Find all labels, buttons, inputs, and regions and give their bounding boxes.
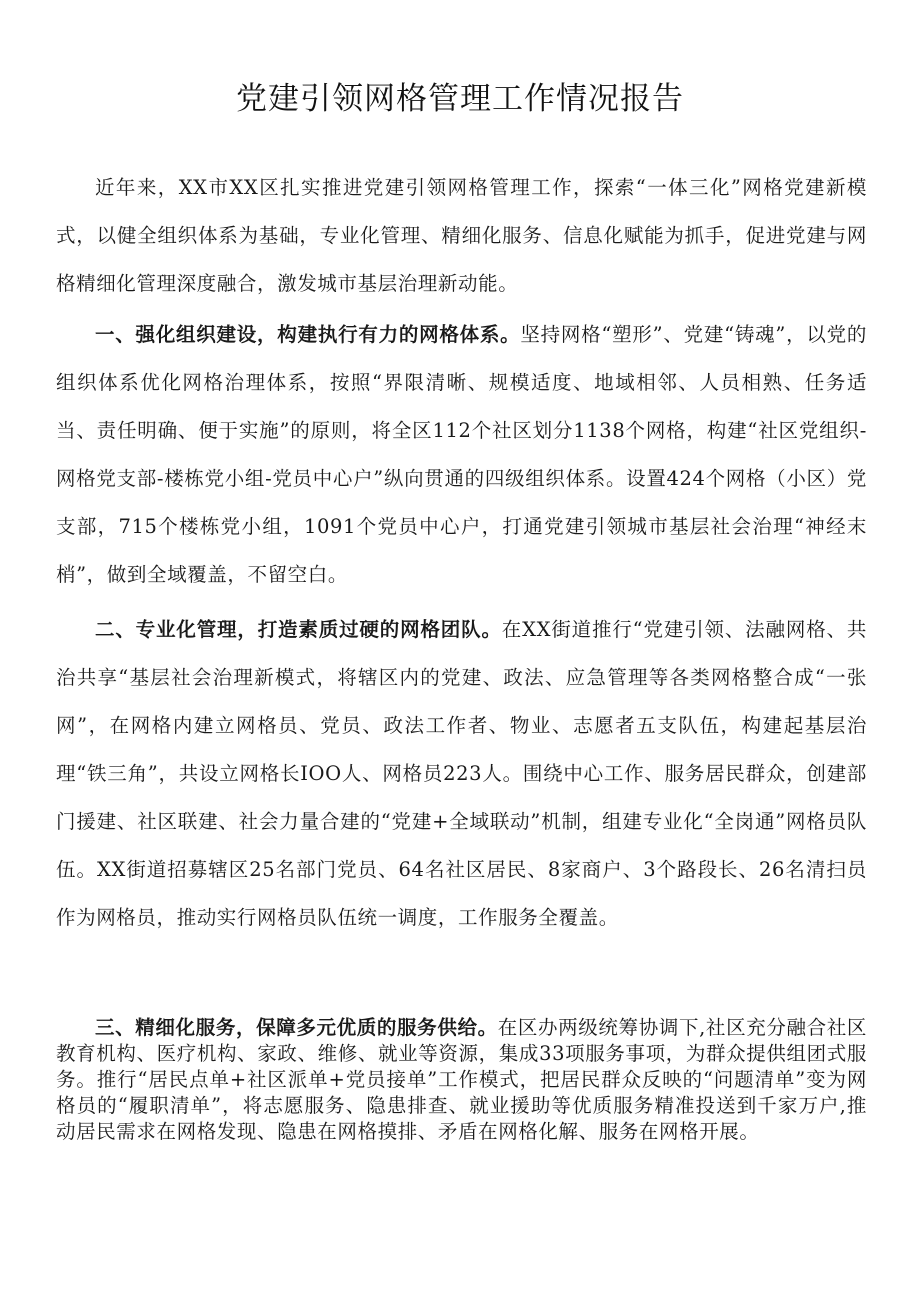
paragraph-section-1 — [56, 311, 867, 599]
section-heading: 二、专业化管理，打造素质过硬的网格团队。 — [95, 618, 502, 641]
paragraph-text: 在区办两级统筹协调下,社区充分融合社区教育机构、医疗机构、家政、维修、就业等资源，集成33项服务事项，为群众提供组团式服务。推行“居民点单+社区派单+党员接单”工作模式，把居民群众反映的“问题清单”变为网格员的“履职清单”，将志愿服务、隐患排查、就业援助等优质服务精准投送到千家万户,推动居民需求在网格发现、隐患在网格摸排、矛盾在网格化解、服务在网格开展。 — [56, 1016, 867, 1143]
document-title: 党建引领网格管理工作情况报告 — [236, 81, 684, 117]
paragraph-text: 坚持网格“塑形”、党建“铸魂”，以党的组织体系优化网格治理体系，按照“界限清晰、规模适度、地域相邻、人员相熟、任务适当、责任明确、便于实施”的原则，将全区112个社区划分1138个网格，构建“社区党组织-网格党支部-楼栋党小组-党员中心户”纵向贯通的四级组织体系。设置424个网格（小区）党支部，715个楼栋党小组，1091个党员中心户，打通党建引领城市基层社会治理“神经末梢”，做到全域覆盖，不留空白。 — [56, 323, 867, 586]
paragraph-text: 近年来，XX市XX区扎实推进党建引领网格管理工作，探索“一体三化”网格党建新模式，以健全组织体系为基础，专业化管理、精细化服务、信息化赋能为抓手，促进党建与网格精细化管理深度融合，激发城市基层治理新动能。 — [56, 176, 867, 295]
section-heading: 一、强化组织建设，构建执行有力的网格体系。 — [95, 323, 521, 346]
section-heading: 三、精细化服务，保障多元优质的服务供给。 — [95, 1016, 498, 1039]
paragraph-section-2 — [56, 606, 867, 942]
paragraph-text: 在XX街道推行“党建引领、法融网格、共治共享“基层社会治理新模式，将辖区内的党建、政法、应急管理等各类网格整合成“一张网”，在网格内建立网格员、党员、政法工作者、物业、志愿者五支队伍，构建起基层治理“铁三角”，共设立网格长IOO人、网格员223人。围绕中心工作、服务居民群众，创建部门援建、社区联建、社会力量合建的“党建+全域联动”机制，组建专业化“全岗通”网格员队伍。XX街道招募辖区25名部门党员、64名社区居民、8家商户、3个路段长、26名清扫员作为网格员，推动实行网格员队伍统一调度，工作服务全覆盖。 — [56, 618, 867, 929]
paragraph-intro — [56, 164, 867, 308]
paragraph-section-3 — [56, 1015, 867, 1145]
